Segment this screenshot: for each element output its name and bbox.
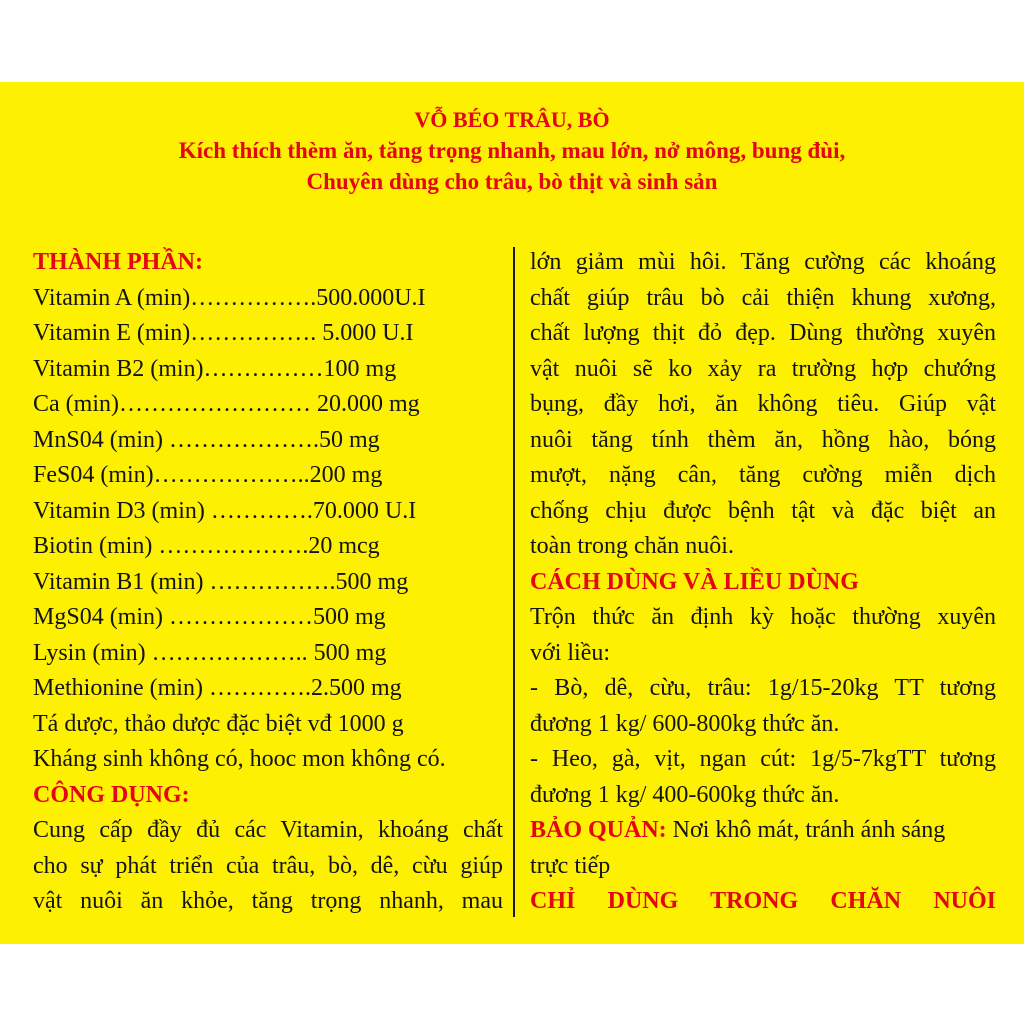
ingredient-row: Vitamin B2 (min)……………100 mg xyxy=(33,355,397,382)
product-subtitle-1: Kích thích thèm ăn, tăng trọng nhanh, mau lớn, nở mông, bung đùi, xyxy=(178,138,846,163)
uses-text-line: toàn trong chăn nuôi. xyxy=(530,533,734,559)
ingredient-row: Methionine (min) ………….2.500 mg xyxy=(33,675,402,701)
uses-text-line: mượt, nặng cân, tăng cường miễn dịch xyxy=(530,462,996,488)
dosage-text-line: đương 1 kg/ 400-600kg thức ăn. xyxy=(530,781,840,808)
ingredient-row: Vitamin B1 (min) …………….500 mg xyxy=(33,568,409,595)
ingredient-row: Vitamin E (min)……………. 5.000 U.I xyxy=(33,320,414,346)
storage-text-line-2: trực tiếp xyxy=(530,852,611,879)
uses-text-line: lớn giảm mùi hôi. Tăng cường các khoáng xyxy=(530,249,996,275)
ingredient-row: Vitamin D3 (min) ………….70.000 U.I xyxy=(33,497,417,524)
dosage-text-line: - Bò, dê, cừu, trâu: 1g/15-20kg TT tương xyxy=(530,675,996,701)
uses-text-line: chống chịu được bệnh tật và đặc biệt an xyxy=(530,497,996,524)
ingredient-row: Ca (min)…………………… 20.000 mg xyxy=(33,391,420,417)
uses-heading: CÔNG DỤNG: xyxy=(33,781,190,808)
uses-text-line: Cung cấp đầy đủ các Vitamin, khoáng chất xyxy=(33,817,503,843)
uses-text-line: bụng, đầy hơi, ăn không tiêu. Giúp vật xyxy=(530,391,996,417)
ingredient-row: Tá dược, thảo dược đặc biệt vđ 1000 g xyxy=(33,710,404,737)
dosage-text-line: đương 1 kg/ 600-800kg thức ăn. xyxy=(530,710,840,737)
uses-text-line: chất giúp trâu bò cải thiện khung xương, xyxy=(530,284,996,311)
product-label xyxy=(0,82,1024,944)
ingredients-heading: THÀNH PHẦN: xyxy=(33,249,203,275)
left-column xyxy=(33,245,503,920)
label-header xyxy=(0,104,1024,197)
uses-text-line: cho sự phát triển của trâu, bò, dê, cừu giúp xyxy=(33,852,503,879)
uses-text-line: vật nuôi sẽ ko xảy ra trường hợp chướng xyxy=(530,355,996,382)
dosage-text-line: với liều: xyxy=(530,639,611,666)
ingredient-row: Lysin (min) ……………….. 500 mg xyxy=(33,639,387,666)
ingredient-row: Vitamin A (min)…………….500.000U.I xyxy=(33,284,426,311)
ingredient-row: Biotin (min) ……………….20 mcg xyxy=(33,533,380,559)
storage-text: Nơi khô mát, tránh ánh sáng xyxy=(666,817,946,843)
dosage-heading: CÁCH DÙNG VÀ LIỀU DÙNG xyxy=(530,568,859,595)
uses-text-line: vật nuôi ăn khỏe, tăng trọng nhanh, mau xyxy=(33,888,503,914)
column-divider xyxy=(513,247,515,917)
ingredient-row: FeS04 (min)………………..200 mg xyxy=(33,462,383,488)
ingredient-row: MnS04 (min) ……………….50 mg xyxy=(33,426,380,453)
storage-label: BẢO QUẢN: xyxy=(530,817,667,843)
dosage-text-line: - Heo, gà, vịt, ngan cút: 1g/5-7kgTT tương xyxy=(530,746,996,772)
product-subtitle-2: Chuyên dùng cho trâu, bò thịt và sinh sản xyxy=(306,169,718,194)
footer-note: CHỈ DÙNG TRONG CHĂN NUÔI xyxy=(530,888,996,914)
dosage-text-line: Trộn thức ăn định kỳ hoặc thường xuyên xyxy=(530,604,996,630)
product-title: VỖ BÉO TRÂU, BÒ xyxy=(414,107,610,132)
uses-text-line: nuôi tăng tính thèm ăn, hồng hào, bóng xyxy=(530,426,996,453)
ingredient-row: Kháng sinh không có, hooc mon không có. xyxy=(33,746,446,772)
storage-line xyxy=(530,813,996,849)
ingredient-row: MgS04 (min) ………………500 mg xyxy=(33,604,386,630)
right-column xyxy=(530,245,996,920)
uses-text-line: chất lượng thịt đỏ đẹp. Dùng thường xuyên xyxy=(530,320,996,346)
